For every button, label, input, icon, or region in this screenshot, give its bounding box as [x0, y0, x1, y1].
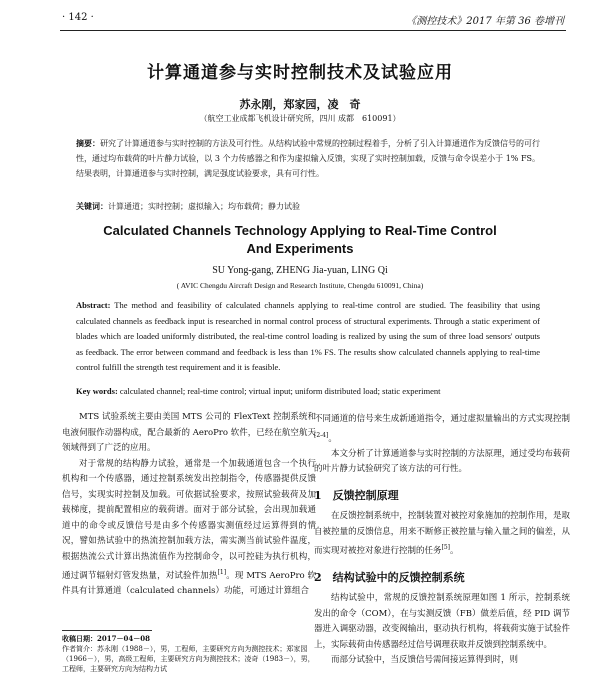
- citation: [1]: [217, 569, 227, 576]
- english-authors: SU Yong-gang, ZHENG Jia-yuan, LING Qi: [212, 265, 388, 276]
- footnote-rule: [62, 630, 152, 631]
- paragraph: 对于常规的结构静力试验，通常是一个加载通道包含一个执行机构和一个传感器，通过控制系统发出控制指令，传感器提供反馈信号，实现实时控制及加载。可依据试验要求，按照试验载荷及加载梯度，提前配置相应的载荷谱。面对于部分试验，会出现加载通道中的命令或反馈信号是由多个传感器实测值经过运算得到的情况，譬如热试验中的热流控制加载方法，需实测当前试验件温度，根据热流公式计算出热流值作为控制命令，以可控硅为执行机构，通过调节辐射灯管发热量，对试验件加热[1]。现 MTS AeroPro 软件具有计算通道（calculated channels）功能，可通过计算组合: [62, 458, 316, 597]
- section-heading-1: 1 反馈控制原理: [314, 488, 399, 502]
- received-date: 收稿日期：2017－04－08: [62, 634, 150, 643]
- paragraph: 本文分析了计算通道参与实时控制的方法原理，通过受均布载荷的叶片静力试验研究了该方法的可行性。: [314, 448, 570, 475]
- paragraph: 在反馈控制系统中，控制装置对被控对象施加的控制作用，是取自被控量的反馈信息，用来不断修正被控量与输入量之间的偏差，从而实现对被控对象进行控制的任务[5]。: [314, 511, 570, 557]
- english-abstract-label: Abstract:: [76, 300, 111, 310]
- english-abstract: [76, 298, 540, 376]
- paragraph: 结构试验中，常规的反馈控制系统原理如图 1 所示，控制系统发出的命令（COM），在与实测反馈（FB）做差后值，经 PID 调节器进入调驱动器，改变阀输出，驱动执行机构，将载荷实施于试验件上，实际载荷由传感器经过信号调理获取并反馈到控制系统中。: [314, 593, 570, 650]
- chinese-keywords-label: 关键词：: [76, 201, 108, 211]
- citation: [5]: [441, 544, 451, 552]
- english-title-line1: Calculated Channels Technology Applying to Real-Time Control: [103, 223, 497, 238]
- english-title: [0, 222, 600, 258]
- author-info: 作者简介：苏永刚（1988－），男，工程师，主要研究方向为测控技术；郑家园（1966－），男，高级工程师，主要研究方向为测控技术；凌奇（1983－），男，工程师，主要研究方向为结构力试: [62, 645, 315, 673]
- english-affiliation: ( AVIC Chengdu Aircraft Design and Research Institute, Chengdu 610091, China): [176, 281, 424, 290]
- english-keywords: [76, 386, 540, 396]
- section-heading-2: 2 结构试验中的反馈控制系统: [314, 570, 465, 584]
- citation: [2-4]: [314, 431, 329, 439]
- body-left-column: [62, 410, 316, 600]
- english-abstract-text: The method and feasibility of calculated channels applying to real-time control are studied. The feasibility that using calculated channels as feedback input is researched in normal control process of structural experiments. Through a static experiment of blades which are loaded uniformly distributed, the real-time control loading is realized by using the sum of three load sensors' outputs as feedback. The error between command and feedback is less than 1% FS. The results show calculated channels applying to real-time control fulfill the strength test requirement and it is feasible.: [76, 300, 540, 373]
- chinese-title: 计算通道参与实时控制技术及试验应用: [147, 63, 453, 83]
- chinese-authors: 苏永刚，郑家园，凌 奇: [239, 98, 361, 111]
- chinese-abstract: [76, 136, 540, 181]
- chinese-affiliation: （航空工业成都飞机设计研究所，四川 成都 610091）: [199, 114, 401, 123]
- paragraph: MTS 试验系统主要由美国 MTS 公司的 FlexText 控制系统和电液伺服作动器构成，配合最新的 AeroPro 软件，已经在航空航天领域得到了广泛的应用。: [62, 412, 316, 453]
- english-keywords-label: Key words:: [76, 386, 118, 396]
- chinese-abstract-text: 研究了计算通道参与实时控制的方法及可行性。从结构试验中常规的控制过程着手，分析了引入计算通道作为反馈信号的可行性，通过均布载荷的叶片静力试验，以 3 个力传感器之和作为虚拟输入反馈，实现了实时控制加载，反馈与命令误差小于 1% FS。结果表明，计算通道参与实时控制，满足强度试验要求，具有可行性。: [76, 139, 540, 178]
- english-title-line2: And Experiments: [246, 241, 354, 256]
- chinese-keywords-text: 计算通道；实时控制；虚拟输入；均布载荷；静力试验: [108, 202, 300, 211]
- footnote: [62, 634, 316, 674]
- journal-header: 《测控技术》2017 年第 36 卷增刊: [406, 16, 564, 27]
- chinese-keywords: [76, 199, 540, 214]
- page-number: · 142 ·: [62, 12, 94, 23]
- paragraph: 而部分试验中，当反馈信号需间接运算得到时，则: [331, 655, 519, 666]
- paragraph: 不同通道的信号来生成新通道指令，通过虚拟量输出的方式实现控制[2-4]。: [314, 414, 570, 444]
- header-rule: [60, 30, 566, 31]
- english-keywords-text: calculated channel; real-time control; virtual input; uniform distributed load; static experiment: [119, 386, 441, 396]
- chinese-abstract-label: 摘要：: [76, 138, 100, 148]
- body-right-column: [314, 412, 570, 669]
